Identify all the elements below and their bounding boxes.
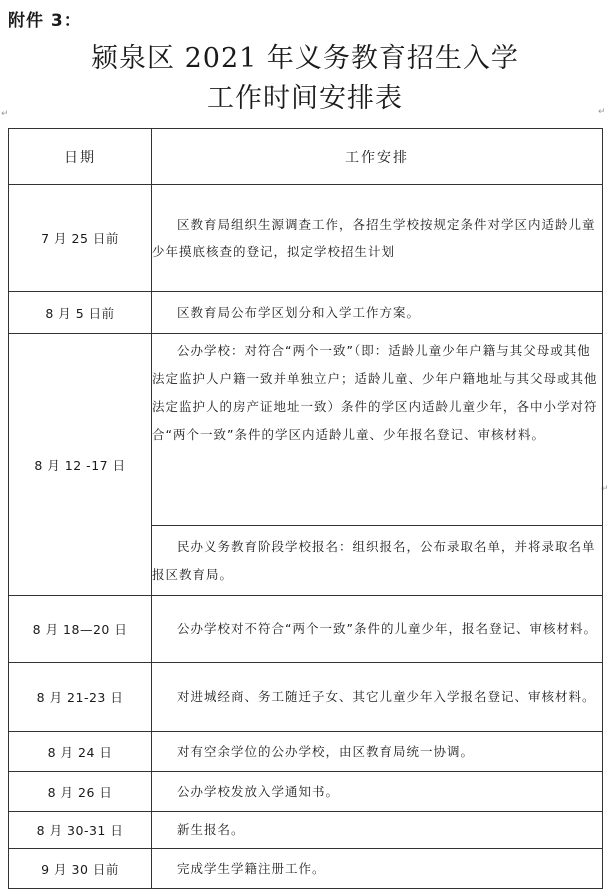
row-task (152, 663, 603, 732)
table-row (9, 596, 603, 663)
table-row (9, 812, 603, 849)
table-row (9, 849, 603, 889)
attachment-label: 附件 3： (8, 11, 82, 31)
row-task-text: 新生报名。 (177, 822, 245, 838)
table-row (9, 663, 603, 732)
row-task (152, 772, 603, 812)
table-row (9, 732, 603, 772)
row-date: 9 月 30 日前 (9, 849, 152, 889)
row-task (152, 596, 603, 663)
edge-marker-icon: ↵ (601, 484, 609, 494)
document-title-line-2: 工作时间安排表 (207, 83, 403, 114)
row-task (152, 334, 603, 526)
row-task (152, 292, 603, 334)
row-task (152, 732, 603, 772)
row-date: 8 月 5 日前 (9, 292, 152, 334)
table-row (9, 334, 603, 526)
document-title-line-1: 颍泉区 2021 年义务教育招生入学 (91, 43, 519, 74)
row-date: 8 月 24 日 (9, 732, 152, 772)
row-task-text: 民办义务教育阶段学校报名：组织报名，公布录取名单，并将录取名单报区教育局。 (152, 538, 596, 582)
row-task-text: 区教育局公布学区划分和入学工作方案。 (177, 304, 421, 320)
schedule-table (8, 128, 603, 889)
table-row (9, 772, 603, 812)
row-task-text: 对进城经商、务工随迁子女、其它儿童少年入学报名登记、审核材料。 (177, 689, 596, 705)
row-task-text: 公办学校发放入学通知书。 (177, 783, 340, 799)
row-date: 8 月 12 -17 日 (9, 334, 152, 596)
row-task-text: 对有空余学位的公办学校，由区教育局统一协调。 (177, 743, 475, 759)
edge-marker-icon: ↵ (598, 107, 606, 117)
row-task-text: 完成学生学籍注册工作。 (177, 860, 326, 876)
edge-marker-icon: ↵ (1, 109, 9, 119)
table-row (9, 292, 603, 334)
table-row (9, 185, 603, 292)
header-task: 工作安排 (152, 129, 603, 185)
row-task (152, 526, 603, 596)
row-task (152, 185, 603, 292)
table-header-row (9, 129, 603, 185)
row-task (152, 812, 603, 849)
row-date: 7 月 25 日前 (9, 185, 152, 292)
row-date: 8 月 18—20 日 (9, 596, 152, 663)
row-task (152, 849, 603, 889)
row-task-text: 区教育局组织生源调查工作，各招生学校按规定条件对学区内适龄儿童少年摸底核查的登记，拟定学校招生计划 (152, 216, 596, 259)
header-date: 日期 (9, 129, 152, 185)
row-task-text: 公办学校：对符合“两个一致”（即：适龄儿童少年户籍与其父母或其他法定监护人户籍一致并单独立户；适龄儿童、少年户籍地址与其父母或其他法定监护人的房产证地址一致）条件的学区内适龄儿童少年，各中小学对符合“两个一致”条件的学区内适龄儿童、少年报名登记、审核材料。 (152, 343, 598, 442)
row-task-text: 公办学校对不符合“两个一致”条件的儿童少年，报名登记、审核材料。 (177, 621, 597, 637)
row-date: 8 月 26 日 (9, 772, 152, 812)
row-date: 8 月 21-23 日 (9, 663, 152, 732)
row-date: 8 月 30-31 日 (9, 812, 152, 849)
